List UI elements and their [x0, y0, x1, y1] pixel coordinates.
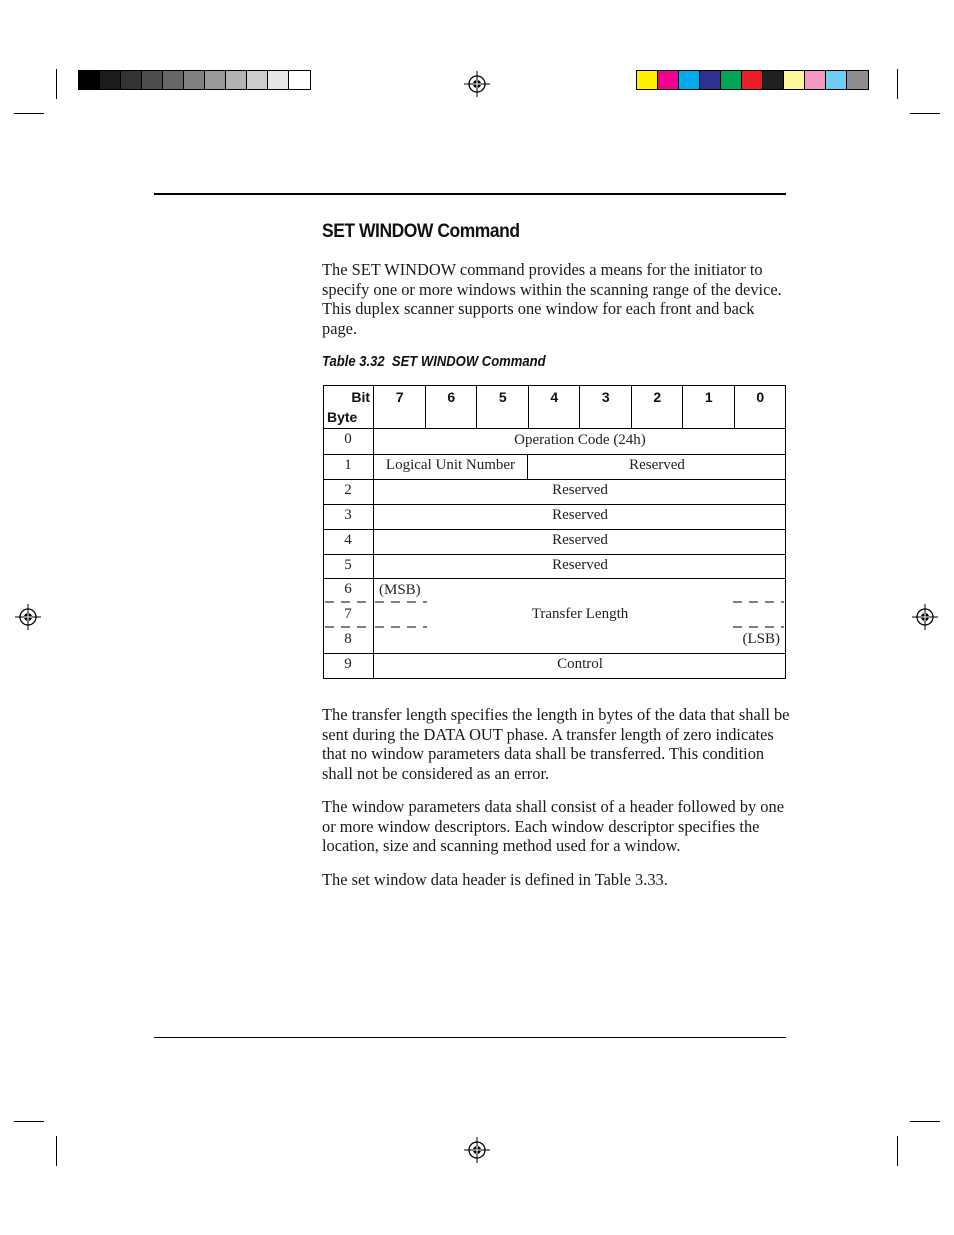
gray-swatch: [142, 71, 163, 89]
color-swatch: [784, 71, 805, 89]
row-divider: [323, 554, 786, 555]
row-divider: [323, 653, 786, 654]
row-divider: [323, 479, 786, 480]
crop-mark-top-left-vertical: [56, 69, 57, 99]
gray-swatch: [79, 71, 100, 89]
bit-column-divider: [734, 385, 735, 428]
byte-0-number: 0: [344, 431, 352, 447]
row-divider: [323, 504, 786, 505]
row5-reserved-cell: Reserved: [552, 557, 608, 573]
bit-5-header: 5: [498, 389, 507, 405]
bit-0-header: 0: [756, 389, 765, 405]
registration-target-icon: [912, 604, 938, 630]
gray-swatch: [184, 71, 205, 89]
color-swatch: [700, 71, 721, 89]
row3-reserved-cell: Reserved: [552, 507, 608, 523]
row2-reserved-cell: Reserved: [552, 482, 608, 498]
color-swatch: [721, 71, 742, 89]
row-divider: [323, 428, 786, 429]
byte-9-number: 9: [344, 656, 352, 672]
row-divider: [323, 578, 786, 579]
byte-6-number: 6: [344, 581, 352, 597]
header-byte-label: Byte: [327, 409, 358, 425]
gray-swatch: [268, 71, 289, 89]
transfer-length-cell: Transfer Length: [531, 606, 629, 622]
bottom-rule: [154, 1037, 786, 1038]
gray-swatch: [226, 71, 247, 89]
color-swatch: [763, 71, 784, 89]
row4-reserved-cell: Reserved: [552, 532, 608, 548]
bit-column-divider: [528, 385, 529, 428]
process-color-bar: [636, 70, 869, 90]
grayscale-color-bar: [78, 70, 311, 90]
bit-3-header: 3: [601, 389, 610, 405]
byte-1-number: 1: [344, 457, 352, 473]
intro-paragraph: The SET WINDOW command provides a means for the initiator to specify one or more windows within the scanning range of the device. This duplex scanner supports one window for each front and back page.: [322, 260, 782, 338]
color-swatch: [637, 71, 658, 89]
header-bit-label: Bit: [351, 389, 370, 405]
bit-column-divider: [425, 385, 426, 428]
row1-reserved-cell: Reserved: [629, 457, 685, 473]
row-divider: [323, 454, 786, 455]
operation-code-cell: Operation Code (24h): [514, 432, 646, 448]
crop-mark-top-right-vertical: [897, 69, 898, 99]
color-swatch: [742, 71, 763, 89]
bit-column-divider: [682, 385, 683, 428]
color-swatch: [679, 71, 700, 89]
color-swatch: [847, 71, 868, 89]
transfer-length-paragraph: The transfer length specifies the length in bytes of the data that shall be sent during the DATA OUT phase. A transfer length of zero indicates that no window parameters data shall be transferred. This condition shall not be considered as an error.: [322, 705, 790, 783]
registration-target-icon: [464, 71, 490, 97]
window-parameters-paragraph: The window parameters data shall consist of a header followed by one or more window descriptors. Each window descriptor specifies the location, size and scanning method used for a window.: [322, 797, 784, 856]
set-window-command-table: [323, 385, 786, 679]
crop-mark-bottom-left-horizontal: [14, 1121, 44, 1122]
table-caption: Table 3.32 SET WINDOW Command: [322, 354, 546, 370]
byte-5-number: 5: [344, 557, 352, 573]
bit-column-divider: [631, 385, 632, 428]
byte-8-number: 8: [344, 631, 352, 647]
color-swatch: [805, 71, 826, 89]
gray-swatch: [121, 71, 142, 89]
section-heading: SET WINDOW Command: [322, 221, 520, 242]
gray-swatch: [247, 71, 268, 89]
row-divider: [323, 529, 786, 530]
logical-unit-number-cell: Logical Unit Number: [385, 457, 516, 473]
bit-column-divider: [579, 385, 580, 428]
color-swatch: [826, 71, 847, 89]
gray-swatch: [163, 71, 184, 89]
byte-4-number: 4: [344, 532, 352, 548]
lsb-label: (LSB): [742, 631, 780, 647]
bit-column-divider: [476, 385, 477, 428]
gray-swatch: [289, 71, 310, 89]
crop-mark-top-left-horizontal: [14, 113, 44, 114]
bit-4-header: 4: [550, 389, 559, 405]
data-header-paragraph: The set window data header is defined in Table 3.33.: [322, 870, 668, 889]
registration-target-icon: [15, 604, 41, 630]
msb-label: (MSB): [379, 582, 421, 598]
crop-mark-bottom-left-vertical: [56, 1136, 57, 1166]
registration-target-icon: [464, 1137, 490, 1163]
bit-7-header: 7: [395, 389, 404, 405]
control-cell: Control: [557, 656, 603, 672]
gray-swatch: [205, 71, 226, 89]
crop-mark-bottom-right-horizontal: [910, 1121, 940, 1122]
byte-7-number: 7: [344, 606, 352, 622]
top-rule: [154, 193, 786, 195]
crop-mark-bottom-right-vertical: [897, 1136, 898, 1166]
bit-2-header: 2: [653, 389, 662, 405]
gray-swatch: [100, 71, 121, 89]
color-swatch: [658, 71, 679, 89]
bit-6-header: 6: [447, 389, 456, 405]
crop-mark-top-right-horizontal: [910, 113, 940, 114]
byte-3-number: 3: [344, 507, 352, 523]
byte-2-number: 2: [344, 482, 352, 498]
bit-1-header: 1: [704, 389, 713, 405]
